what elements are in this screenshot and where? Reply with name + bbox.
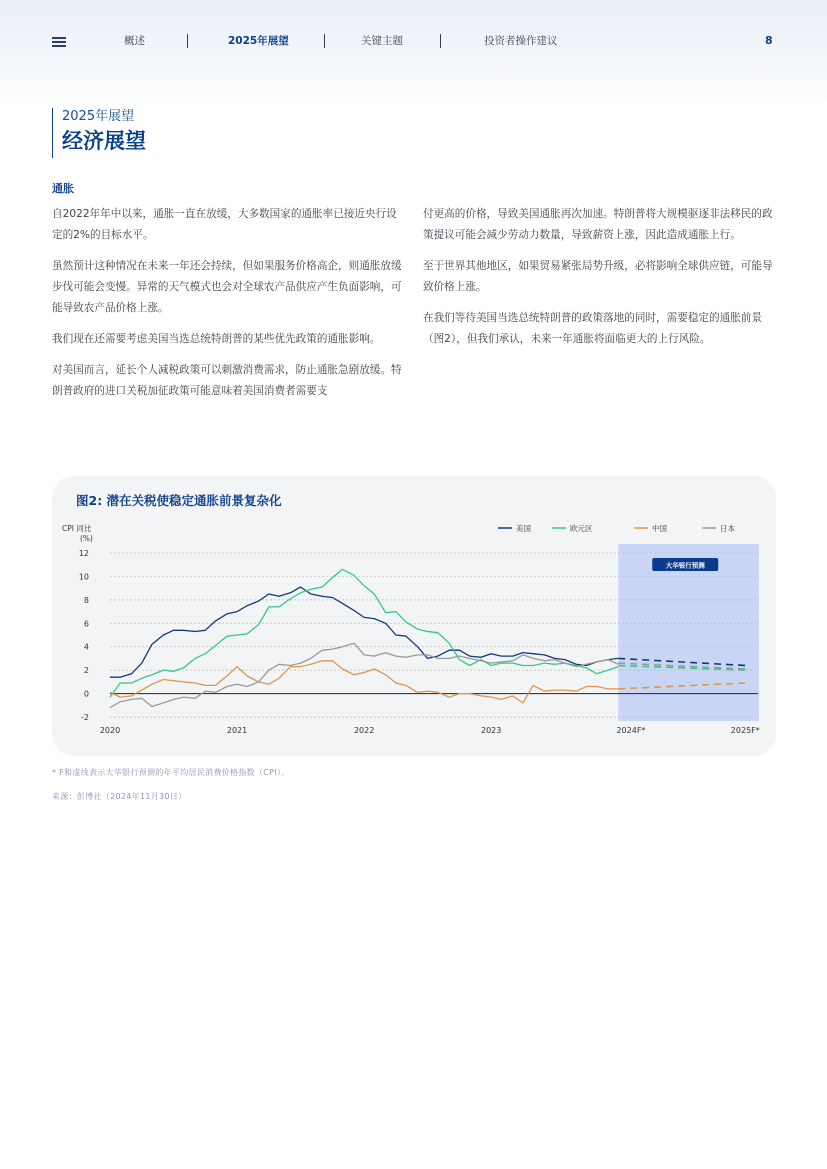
y-tick-label: 2 [83, 666, 89, 676]
x-tick-label: 2020 [99, 726, 121, 735]
y-tick-label: 0 [83, 689, 89, 699]
section-label: 通胀 [52, 182, 74, 195]
forecast-badge-label: 大华银行预测 [665, 561, 705, 570]
y-axis-label: CPI 同比 [62, 524, 92, 533]
x-tick-label: 2021 [226, 726, 248, 735]
chart-card [52, 476, 776, 756]
y-tick-label: -2 [81, 713, 89, 722]
y-tick-label: 10 [78, 572, 89, 582]
x-tick-label: 2022 [353, 726, 375, 735]
paragraph: 我们现在还需要考虑美国当选总统特朗普的某些优先政策的通胀影响。 [52, 333, 381, 345]
chart-footnote: * F和虚线表示大华银行预测的年平均居民消费价格指数（CPI）。 [52, 768, 290, 777]
inflation-line-chart [52, 476, 776, 756]
paragraph: 至于世界其他地区，如果贸易紧张局势升级，必将影响全球供应链，可能导致价格上涨。 [423, 260, 773, 293]
paragraph: 在我们等待美国当选总统特朗普的政策落地的同时，需要稳定的通胀前景（图2），但我们承认，未来一年通胀将面临更大的上行风险。 [423, 312, 762, 345]
page-number: 8 [765, 34, 773, 47]
nav-item-2025-outlook[interactable]: 2025年展望 [228, 35, 289, 47]
y-tick-label: 8 [83, 595, 89, 605]
series-line [110, 661, 618, 703]
chart-title: 图2: 潜在关税使稳定通胀前景复杂化 [76, 493, 282, 508]
series-line [110, 569, 618, 697]
nav-divider [324, 34, 325, 48]
nav-item-key-themes[interactable]: 关键主题 [361, 35, 403, 47]
y-tick-label: 6 [83, 619, 89, 629]
page-title: 经济展望 [62, 129, 146, 153]
legend-label: 美国 [516, 524, 531, 533]
chart-source: 来源：彭博社（2024年11月30日） [52, 792, 187, 801]
x-tick-label: 2024F* [616, 726, 646, 735]
paragraph: 虽然预计这种情况在未来一年还会持续，但如果服务价格高企，则通胀放缓步伐可能会变慢。异常的天气模式也会对全球农产品供应产生负面影响，可能导致农产品价格上涨。 [52, 260, 402, 314]
y-tick-label: 4 [83, 642, 89, 652]
paragraph: 付更高的价格，导致美国通胀再次加速。特朗普将大规模驱逐非法移民的政策提议可能会减少劳动力数量，导致薪资上涨，因此造成通胀上行。 [423, 208, 773, 241]
body-column-left [52, 204, 404, 412]
y-axis-unit: (%) [80, 534, 93, 543]
legend-label: 欧元区 [570, 524, 593, 533]
page-kicker: 2025年展望 [62, 109, 135, 124]
nav-divider [440, 34, 441, 48]
body-column-right [423, 204, 775, 360]
hamburger-menu-icon[interactable] [52, 37, 66, 47]
x-tick-label: 2023 [480, 726, 502, 735]
x-tick-label: 2025F* [730, 726, 760, 735]
paragraph: 对美国而言，延长个人减税政策可以刺激消费需求，防止通胀急剧放缓。特朗普政府的进口关税加征政策可能意味着美国消费者需要支 [52, 364, 402, 397]
nav-item-investor-advice[interactable]: 投资者操作建议 [484, 35, 558, 47]
paragraph: 自2022年年中以来，通胀一直在放缓，大多数国家的通胀率已接近央行设定的2%的目标水平。 [52, 208, 397, 241]
legend-label: 中国 [652, 524, 667, 533]
nav-divider [187, 34, 188, 48]
nav-item-overview[interactable]: 概述 [124, 35, 145, 47]
y-tick-label: 12 [78, 549, 89, 558]
legend-label: 日本 [720, 524, 735, 533]
top-navigation [0, 0, 827, 84]
page-heading [52, 108, 146, 158]
series-line [110, 643, 618, 707]
